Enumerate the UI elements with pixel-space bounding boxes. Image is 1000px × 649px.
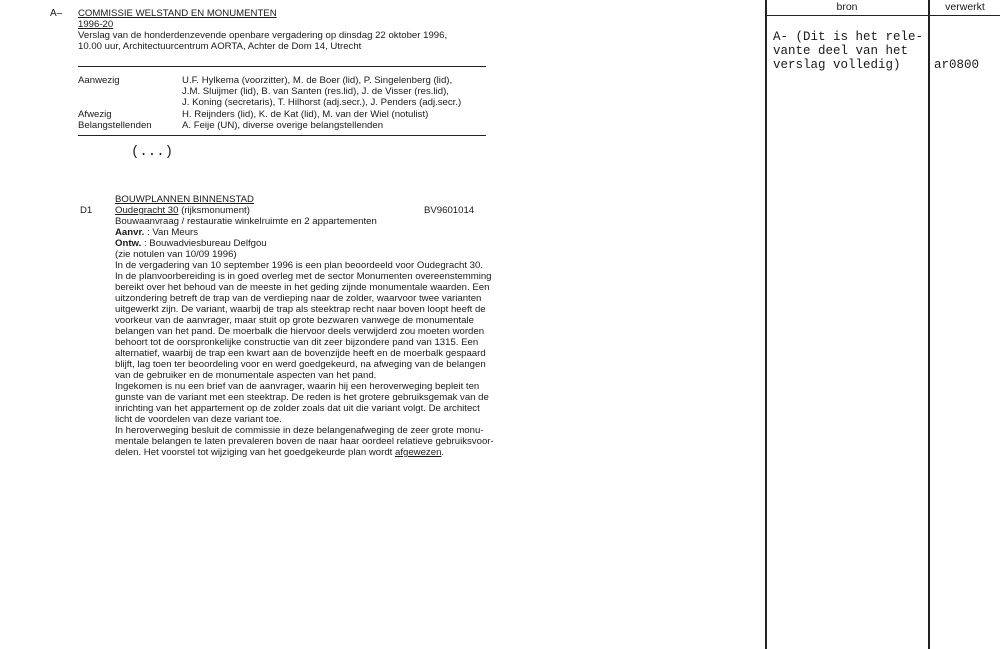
subtitle-line-1: Verslag van de honderdenzevende openbare vergadering op dinsdag 22 oktober 1996, <box>78 30 448 41</box>
document-number: 1996-20 <box>78 19 114 30</box>
body-line: licht de voordelen van deze variant toe. <box>115 414 282 425</box>
body-line: blijft, lag toen ter beoordeling voor en werd goedgekeurd, na afweging van de belangen <box>115 359 486 370</box>
body-line: bereikt over het behoud van de meeste in het geding zijnde monumentale waarden. Een <box>115 282 490 293</box>
body-line: gunste van de variant met een steektrap. De reden is het grotere gebruiksgemak van de <box>115 392 489 403</box>
bron-column-border <box>765 0 767 649</box>
section-title: BOUWPLANNEN BINNENSTAD <box>115 194 254 205</box>
body-line: behoort tot de oorspronkelijke constructie van dit zeer bijzondere pand van 1315. Een <box>115 337 479 348</box>
present-label: Aanwezig <box>78 75 120 86</box>
bron-note-line-2: vante deel van het <box>773 44 909 58</box>
designer-label: Ontw. <box>115 238 142 249</box>
present-line-1: U.F. Hylkema (voorzitter), M. de Boer (lid), P. Singelenberg (lid), <box>182 75 453 86</box>
item-code: D1 <box>80 205 93 216</box>
stakeholders-line: A. Feije (UN), diverse overige belangstellenden <box>182 120 384 131</box>
column-header-verwerkt: verwerkt <box>945 1 985 13</box>
bron-note-line-3: verslag volledig) <box>773 58 901 72</box>
column-header-divider <box>765 15 1000 16</box>
applicant-line <box>115 228 198 238</box>
decision-text: afgewezen <box>395 447 442 458</box>
applicant-label: Aanvr. <box>115 227 145 238</box>
body-last-prefix: delen. Het voorstel tot wijziging van het goedgekeurde plan wordt <box>115 447 395 458</box>
designer-line <box>115 239 267 249</box>
body-line: uitgewerkt zijn. De variant, waarbij de trap als steektrap recht naar boven loopt heeft de <box>115 304 486 315</box>
present-line-3: J. Koning (secretaris), T. Hilhorst (adj.secr.), J. Penders (adj.secr.) <box>182 97 462 108</box>
item-address-note: (rijksmonument) <box>178 205 250 216</box>
body-line: alternatief, waarbij de trap een kwart aan de bovenzijde heeft en de moerbalk gespaard <box>115 348 486 359</box>
applicant-value: : Van Meurs <box>144 227 199 238</box>
file-number: BV9601014 <box>424 205 475 216</box>
item-address-line <box>115 206 250 216</box>
body-line: belangen van het pand. De moerbalk die hiervoor deels verwijderd zou moeten worden <box>115 326 485 337</box>
body-line: mentale belangen te laten prevaleren boven de naar haar oordeel relatieve gebruiksvoor- <box>115 436 494 447</box>
absent-line: H. Reijnders (lid), K. de Kat (lid), M. van der Wiel (notulist) <box>182 109 429 120</box>
letter-mark: A– <box>50 8 63 19</box>
body-line: voorkeur van de aanvrager, maar stuit op grote bezwaren vanwege de monumentale <box>115 315 474 326</box>
verwerkt-value: ar0800 <box>934 58 980 72</box>
body-line: van de gebruiker en de monumentale aspecten van het pand. <box>115 370 377 381</box>
attendance-divider <box>78 135 486 136</box>
body-line: uitzondering betreft de trap van de verdieping naar de zolder, waarvoor twee varianten <box>115 293 482 304</box>
verwerkt-column-border <box>928 0 930 649</box>
absent-label: Afwezig <box>78 109 112 120</box>
header-divider <box>78 66 486 67</box>
stakeholders-label: Belangstellenden <box>78 120 152 131</box>
body-line-last <box>115 448 444 458</box>
body-line: In de planvoorbereiding is in goed overleg met de sector Monumenten overeenstemming <box>115 271 492 282</box>
omission-ellipsis: (...) <box>131 144 174 160</box>
body-last-suffix: . <box>441 447 445 458</box>
document-title: COMMISSIE WELSTAND EN MONUMENTEN <box>78 8 277 19</box>
body-line: Ingekomen is nu een brief van de aanvrager, waarin hij een heroverweging bepleit ten <box>115 381 480 392</box>
body-line: inrichting van het appartement op de zolder zoals dat uit die variant volgt. De architect <box>115 403 480 414</box>
column-header-bron: bron <box>836 1 858 13</box>
bron-note-line-1: A- (Dit is het rele- <box>773 30 924 44</box>
designer-value: : Bouwadviesbureau Delfgou <box>141 238 267 249</box>
subtitle-line-2: 10.00 uur, Architectuurcentrum AORTA, Achter de Dom 14, Utrecht <box>78 41 362 52</box>
item-address: Oudegracht 30 <box>115 205 179 216</box>
request-description: Bouwaanvraag / restauratie winkelruimte en 2 appartementen <box>115 216 377 227</box>
body-line: In heroverweging besluit de commissie in deze belangenafweging de zeer grote monu- <box>115 425 484 436</box>
body-line: In de vergadering van 10 september 1996 is een plan beoordeeld voor Oudegracht 30. <box>115 260 484 271</box>
present-line-2: J.M. Sluijmer (lid), B. van Santen (res.lid), J. de Visser (res.lid), <box>182 86 449 97</box>
notes-reference: (zie notulen van 10/09 1996) <box>115 249 237 260</box>
